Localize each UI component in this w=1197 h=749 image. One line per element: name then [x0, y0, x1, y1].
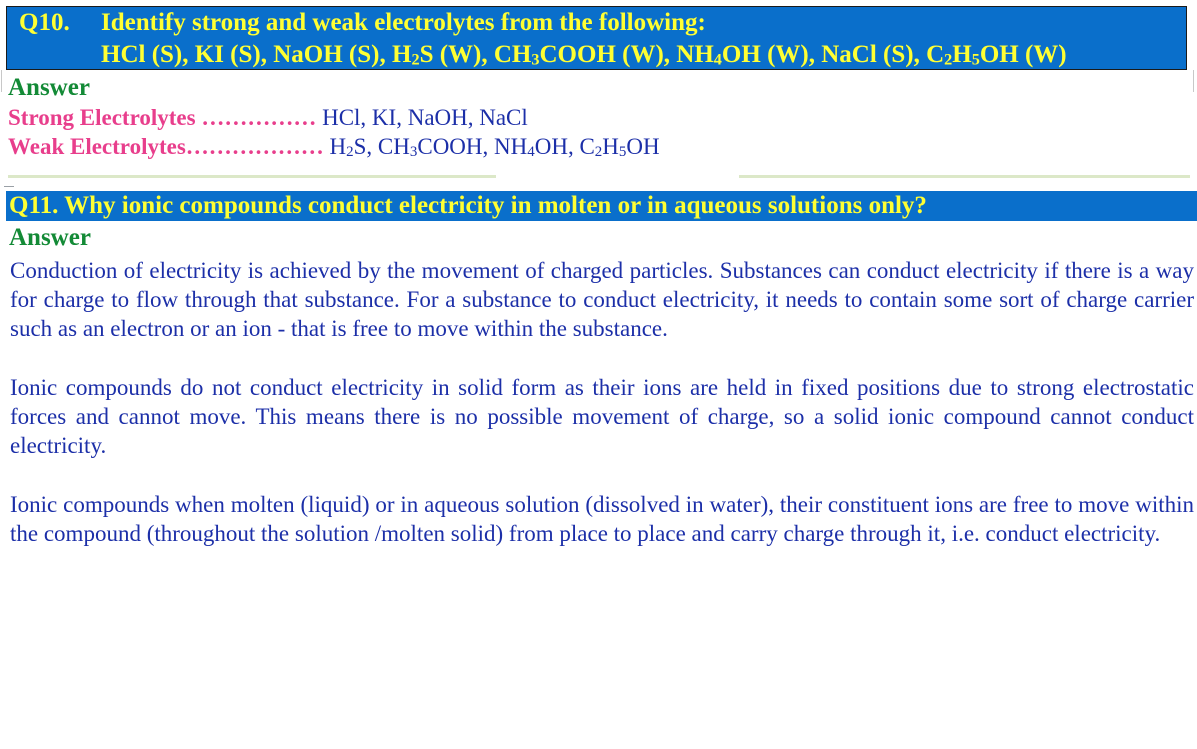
- weak-formula-text: H: [602, 134, 619, 159]
- weak-formula-text: COOH, NH: [417, 134, 528, 159]
- weak-formula-subscript: 5: [618, 144, 627, 161]
- compound-text: KI (S): [194, 41, 261, 68]
- weak-formula-text: S, CH: [353, 134, 410, 159]
- tiny-mark: [4, 186, 14, 187]
- compound-text: C: [926, 41, 945, 68]
- compound-text: H: [952, 41, 972, 68]
- weak-formula-subscript: 2: [594, 144, 603, 161]
- weak-formula-text: OH: [626, 134, 660, 159]
- compound-separator: ,: [481, 41, 494, 68]
- weak-electrolytes-label: Weak Electrolytes………………: [8, 134, 324, 159]
- weak-electrolytes-row: [8, 134, 660, 161]
- compound-subscript: 2: [944, 50, 953, 69]
- compound-text: S (W): [419, 41, 482, 68]
- answer-paragraph-3: Ionic compounds when molten (liquid) or in aqueous solution (dissolved in water), their constituent ions are free to move within the compound (throughout the solution /molten solid) from place to place and carry charge through it, i.e. conduct electricity.: [10, 492, 1194, 546]
- compound-subscript: 3: [531, 50, 540, 69]
- strong-electrolytes-row: [8, 105, 528, 131]
- compound-subscript: 2: [411, 50, 420, 69]
- weak-formula-text: OH, C: [534, 134, 595, 159]
- compound-subscript: 4: [713, 50, 722, 69]
- compound-separator: ,: [913, 41, 927, 68]
- compound-item: [392, 41, 481, 68]
- answer-paragraph-2: Ionic compounds do not conduct electricity in solid form as their ions are held in fixed positions due to strong electrostatic forces and cannot move. This means there is no possible movement of charge, so a solid ionic compound cannot conduct electricity.: [10, 375, 1194, 458]
- strong-electrolytes-value: HCl, KI, NaOH, NaCl: [316, 105, 528, 130]
- compound-item: [195, 41, 261, 68]
- weak-formula-text: H: [323, 134, 347, 159]
- weak-electrolytes-value: [324, 134, 660, 159]
- weak-formula-subscript: 3: [409, 144, 418, 161]
- q10-number: Q10.: [19, 9, 70, 36]
- compound-text: CH: [493, 41, 532, 68]
- strong-electrolytes-label: Strong Electrolytes ……………: [8, 105, 317, 130]
- compound-item: [926, 41, 1067, 68]
- q11-header-bar: Q11. Why ionic compounds conduct electricity in molten or in aqueous solutions only?: [6, 191, 1197, 221]
- q10-header-box: [6, 6, 1187, 70]
- compound-subscript: 5: [971, 50, 980, 69]
- compound-separator: ,: [182, 41, 195, 68]
- weak-formula-subscript: 4: [527, 144, 535, 161]
- compound-item: [821, 41, 913, 68]
- compound-item: [101, 41, 182, 68]
- compound-text: NH: [676, 41, 714, 68]
- compound-text: NaCl (S): [821, 41, 914, 68]
- compound-separator: ,: [260, 41, 274, 68]
- q10-compound-list: [101, 41, 1067, 69]
- compound-text: COOH (W): [539, 41, 664, 68]
- weak-formula-subscript: 2: [346, 144, 354, 161]
- compound-text: NaOH (S): [273, 41, 380, 68]
- compound-text: OH (W): [979, 41, 1067, 68]
- edge-mark-right: [1193, 70, 1194, 92]
- compound-separator: ,: [663, 41, 677, 68]
- compound-text: H: [391, 41, 412, 68]
- compound-text: HCl (S): [101, 41, 183, 68]
- compound-separator: ,: [379, 41, 392, 68]
- answer-label-q10: Answer: [8, 74, 90, 101]
- answer-paragraph-1: Conduction of electricity is achieved by the movement of charged particles. Substances can conduct electricity if there is a way for charge to flow through that substance. For a substance to conduct electricity, it needs to contain some sort of charge carrier such as an electron or an ion - that is free to move within the substance.: [10, 258, 1194, 341]
- compound-item: [273, 41, 379, 68]
- compound-text: OH (W): [721, 41, 809, 68]
- divider-right: [739, 175, 1190, 178]
- compound-item: [494, 41, 664, 68]
- divider-left: [8, 175, 496, 178]
- edge-mark-left: [1, 70, 2, 92]
- q10-question: Identify strong and weak electrolytes from the following:: [101, 9, 706, 36]
- compound-separator: ,: [808, 41, 822, 68]
- answer-label-q11: Answer: [9, 224, 91, 251]
- compound-item: [676, 41, 808, 68]
